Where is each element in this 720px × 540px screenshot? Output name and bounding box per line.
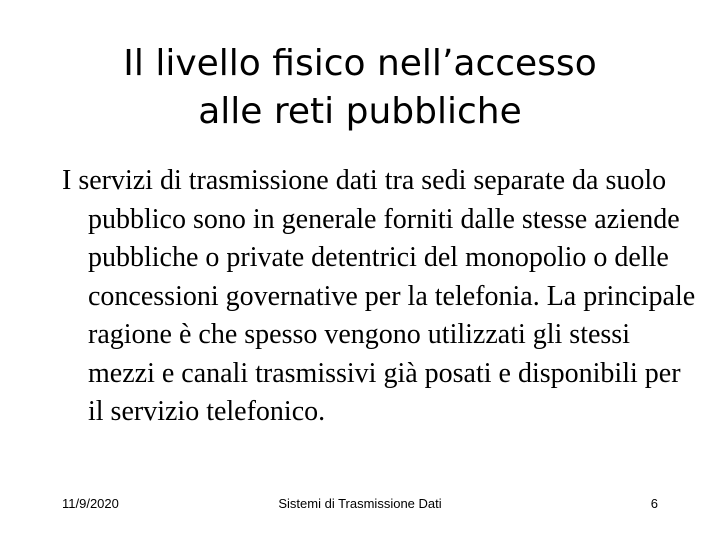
- footer-title: Sistemi di Trasmissione Dati: [278, 496, 442, 511]
- footer-page-number: 6: [650, 496, 658, 511]
- slide-title-line-1: Il livello fisico nell’accesso: [123, 43, 597, 84]
- slide-title: [40, 40, 680, 136]
- footer-date: 11/9/2020: [62, 496, 119, 511]
- slide-body-text: I servizi di trasmissione dati tra sedi separate da suolo pubblico sono in generale forniti dalle stesse aziende pubbliche o private detentrici del monopolio o delle concessioni governative per la telefonia. La principale ragione è che spesso vengono utilizzati gli stessi mezzi e canali trasmissivi già posati e disponibili per il servizio telefonico.: [62, 165, 696, 427]
- slide-title-line-2: alle reti pubbliche: [198, 91, 522, 132]
